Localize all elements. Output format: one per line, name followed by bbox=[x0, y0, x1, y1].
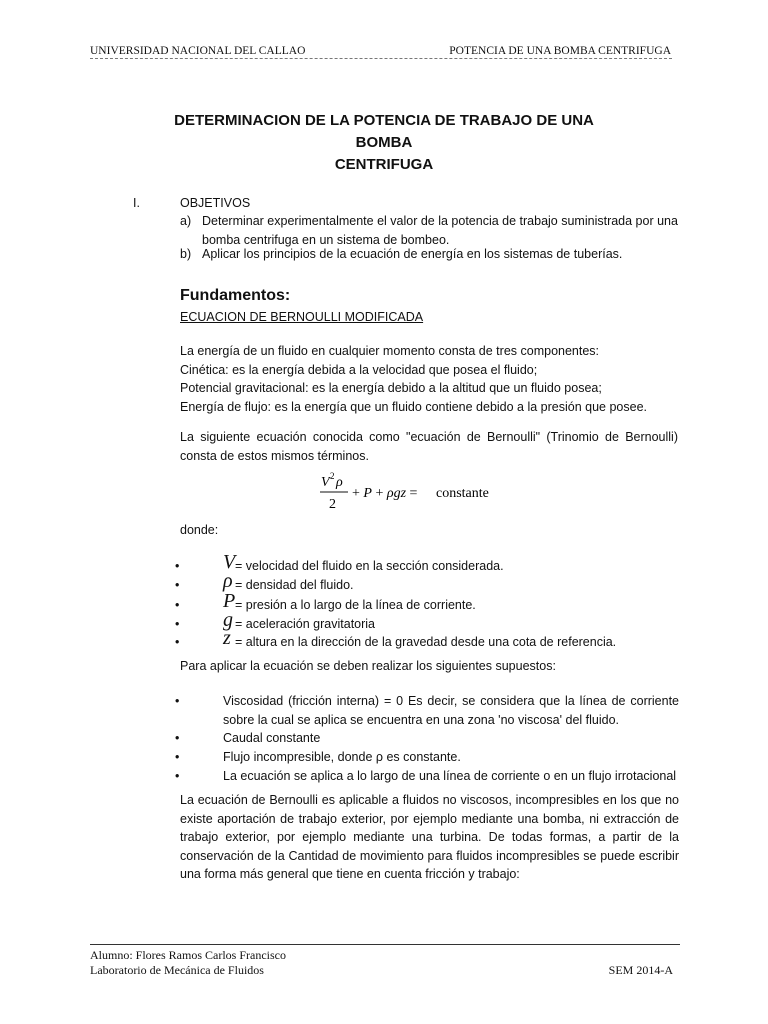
title-line-1: DETERMINACION DE LA POTENCIA DE TRABAJO DE UNA BOMBA bbox=[174, 112, 594, 151]
assumption-text: Viscosidad (fricción interna) = 0 Es decir, se considera que la línea de corriente sobre la cual se aplica se encuentra en una zona 'no viscosa' del fluido. bbox=[223, 694, 679, 727]
bullet: • bbox=[175, 598, 180, 612]
formula-rho: ρ bbox=[336, 475, 343, 490]
variable-description: = velocidad del fluido en la sección considerada. bbox=[235, 559, 504, 573]
bullet: • bbox=[175, 617, 180, 631]
title-line-2: CENTRIFUGA bbox=[334, 156, 434, 173]
footer-semester: SEM 2014-A bbox=[608, 963, 673, 977]
formula-terms: + P + ρgz = bbox=[352, 486, 418, 501]
variable-description: = presión a lo largo de la línea de corriente. bbox=[235, 598, 476, 612]
text-line: Energía de flujo: es la energía que un fluido contiene debido a la presión que posee. bbox=[180, 399, 648, 414]
variable-symbol: P bbox=[223, 590, 236, 612]
variable-item bbox=[175, 570, 675, 596]
section-number: I. bbox=[133, 196, 140, 210]
footer-lab: Laboratorio de Mecánica de Fluidos bbox=[90, 963, 264, 977]
assumption-text: Caudal constante bbox=[223, 731, 321, 745]
bullet: • bbox=[175, 635, 180, 649]
variable-item bbox=[175, 627, 675, 653]
assumption-item bbox=[175, 729, 679, 748]
assumption-item bbox=[175, 748, 679, 767]
bullet: • bbox=[175, 750, 180, 764]
variable-symbol: g bbox=[223, 609, 233, 631]
objective-text: Determinar experimentalmente el valor de la potencia de trabajo suministrada por una bomba centrifuga en un sistema de bombeo. bbox=[202, 214, 678, 247]
bernoulli-equation bbox=[318, 470, 518, 512]
document-title bbox=[150, 110, 618, 176]
bullet: • bbox=[175, 731, 180, 745]
assumption-text: La ecuación se aplica a lo largo de una línea de corriente o en un flujo irrotacional bbox=[223, 769, 677, 783]
footer-divider bbox=[90, 944, 680, 945]
variable-description: = altura en la dirección de la gravedad desde una cota de referencia. bbox=[235, 635, 617, 649]
text-line: Potencial gravitacional: es la energía debido a la altitud que un fluido posea; bbox=[180, 381, 602, 395]
objective-item bbox=[180, 212, 680, 249]
variable-item bbox=[175, 590, 675, 616]
bernoulli-applicability-paragraph: La ecuación de Bernoulli es aplicable a fluidos no viscosos, incompresibles en los que no existe aportación de trabajo exterior, por ejemplo mediante una bomba, ni extracción de trabajo exterior, por ejemplo mediante una turbina. De todas formas, a partir de la conservación de la Cantidad de movimiento para fluidos incompresibles se puede escribir una forma más general que tiene en cuenta fricción y trabajo: bbox=[180, 793, 679, 881]
variable-symbol: z bbox=[223, 627, 231, 649]
donde-label: donde: bbox=[180, 523, 219, 537]
bernoulli-subheading: ECUACION DE BERNOULLI MODIFICADA bbox=[180, 310, 424, 324]
variable-description: = aceleración gravitatoria bbox=[235, 617, 376, 631]
assumption-item bbox=[175, 767, 679, 786]
variable-description: = densidad del fluido. bbox=[235, 578, 354, 592]
text-line: Cinética: es la energía debida a la velocidad que posea el fluido; bbox=[180, 362, 538, 377]
variable-item bbox=[175, 609, 675, 635]
formula-denominator: 2 bbox=[329, 497, 336, 512]
bullet: • bbox=[175, 578, 180, 592]
text-line: La energía de un fluido en cualquier momento consta de tres componentes: bbox=[180, 344, 600, 358]
bullet: • bbox=[175, 694, 180, 708]
energy-paragraph bbox=[180, 342, 678, 416]
objective-label: b) bbox=[180, 247, 192, 261]
objective-item bbox=[180, 245, 680, 264]
objective-text: Aplicar los principios de la ecuación de energía en los sistemas de tuberías. bbox=[202, 247, 623, 261]
formula-v-squared-rho: V bbox=[321, 475, 330, 490]
variable-symbol: V bbox=[223, 551, 236, 573]
assumptions-intro: Para aplicar la ecuación se deben realizar los siguientes supuestos: bbox=[180, 659, 556, 673]
variable-item bbox=[175, 551, 675, 577]
assumption-item bbox=[175, 692, 679, 729]
formula-exponent: 2 bbox=[330, 471, 335, 481]
section-title: OBJETIVOS bbox=[180, 196, 251, 210]
header-divider bbox=[90, 58, 672, 59]
header-right-text: POTENCIA DE UNA BOMBA CENTRIFUGA bbox=[449, 45, 671, 57]
header-left-text: UNIVERSIDAD NACIONAL DEL CALLAO bbox=[90, 45, 306, 57]
assumption-text: Flujo incompresible, donde ρ es constante. bbox=[223, 750, 461, 764]
footer-student: Alumno: Flores Ramos Carlos Francisco bbox=[90, 948, 286, 962]
bernoulli-intro-paragraph: La siguiente ecuación conocida como "ecuación de Bernoulli" (Trinomio de Bernoulli) consta de estos mismos términos. bbox=[180, 430, 678, 463]
formula-rhs: constante bbox=[436, 486, 489, 501]
bullet: • bbox=[175, 559, 180, 573]
variable-symbol: ρ bbox=[223, 570, 233, 592]
fundamentos-heading: Fundamentos: bbox=[180, 287, 291, 304]
objective-label: a) bbox=[180, 214, 192, 228]
bullet: • bbox=[175, 769, 180, 783]
